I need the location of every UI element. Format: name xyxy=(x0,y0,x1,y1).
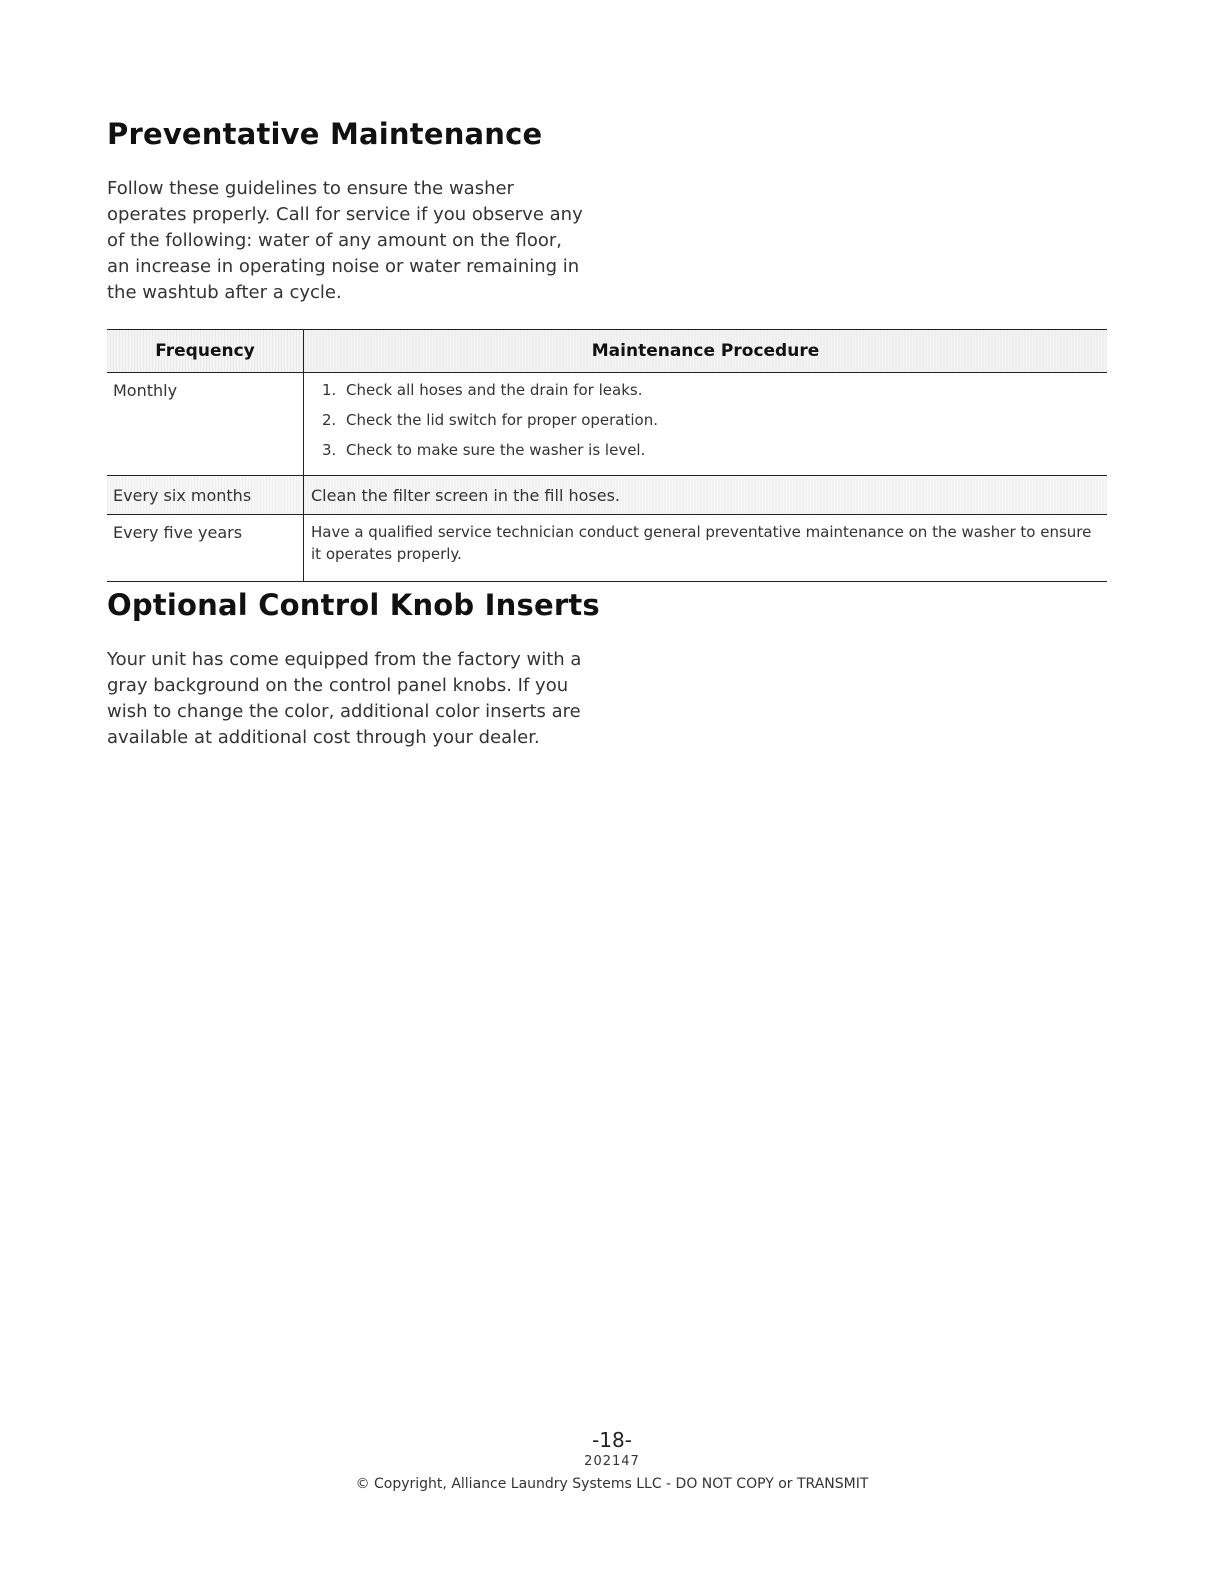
table-row xyxy=(107,476,1107,515)
copyright-notice: © Copyright, Alliance Laundry Systems LLC - DO NOT COPY or TRANSMIT xyxy=(355,1476,869,1492)
maintenance-table xyxy=(107,329,1107,582)
procedure-steps-list xyxy=(304,373,1107,469)
table-row xyxy=(107,373,1107,476)
preventative-maintenance-intro: Follow these guidelines to ensure the washer operates properly. Call for service if you observe any of the following: water of any amount on the floor, an increase in operating noise or water remaining in the washtub after a cycle. xyxy=(107,178,583,303)
procedure-cell: Clean the filter screen in the fill hoses. xyxy=(304,476,1108,515)
list-item xyxy=(322,379,1107,409)
list-item xyxy=(322,409,1107,439)
procedure-cell: Have a qualified service technician conduct general preventative maintenance on the washer to ensure it operates properly. xyxy=(304,515,1108,582)
step-text: Check the lid switch for proper operation. xyxy=(346,411,658,429)
step-number: 2. xyxy=(322,411,337,429)
control-knob-inserts-body: Your unit has come equipped from the factory with a gray background on the control panel knobs. If you wish to change the color, additional color inserts are available at additional cost through your dealer. xyxy=(107,649,582,748)
table-header-row xyxy=(107,330,1107,373)
step-text: Check all hoses and the drain for leaks. xyxy=(346,381,643,399)
frequency-cell: Every five years xyxy=(107,515,304,582)
frequency-cell: Monthly xyxy=(107,373,304,476)
procedure-cell xyxy=(304,373,1108,476)
step-number: 3. xyxy=(322,441,337,459)
control-knob-inserts-title: Optional Control Knob Inserts xyxy=(107,588,600,622)
preventative-maintenance-title: Preventative Maintenance xyxy=(107,117,543,151)
frequency-header: Frequency xyxy=(107,330,304,373)
list-item xyxy=(322,439,1107,469)
table-row xyxy=(107,515,1107,582)
frequency-cell: Every six months xyxy=(107,476,304,515)
procedure-header: Maintenance Procedure xyxy=(304,330,1108,373)
page-number: -18- xyxy=(592,1428,632,1452)
document-number: 202147 xyxy=(584,1454,640,1469)
step-number: 1. xyxy=(322,381,337,399)
step-text: Check to make sure the washer is level. xyxy=(346,441,646,459)
